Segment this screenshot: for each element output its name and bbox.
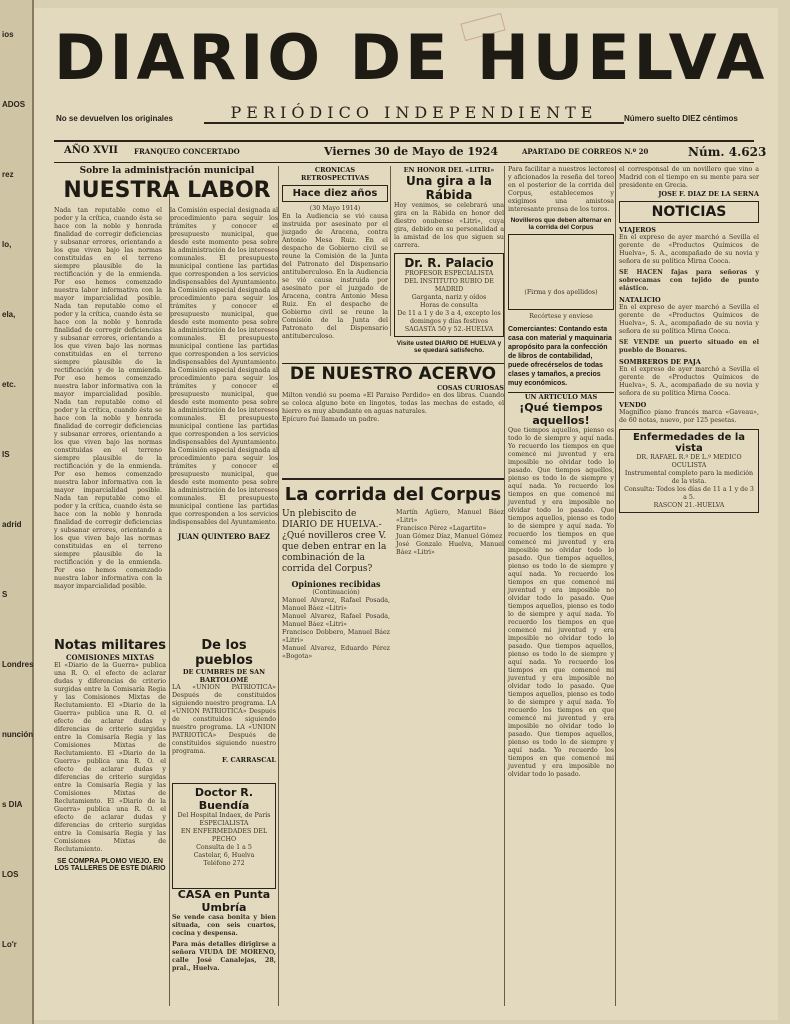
ad-line: Teléfono 272 [203,860,245,867]
section-body: Hoy venimos, se celebrará una gira en la Rábida en honor del diestro onubense «Litri», cuya gira, debido en su personalidad a la amistad de los que siguen su carrera. [394,202,504,249]
section-title: DE NUESTRO ACERVO [289,364,497,384]
spine-fragment: S [2,590,8,599]
de-los-pueblos [172,638,276,778]
ad-line: Del Hospital Indaex, de París [177,812,271,819]
novilleros: Novilleros que deben alternar en la corrida del Corpus [510,217,612,231]
vote-entry: Juan Gómez Díaz, Manuel Gómez [396,533,503,540]
spine-fragment: rez [2,170,14,179]
section-body [282,213,388,341]
ad-name: Doctor R. Buendía [194,786,254,812]
cuento-body-text-2: Que tiempos aquellos, pienso es todo lo de siempre y aquí nada. Yo recuerdo los tiempos en que comencé mi juventud y era imposible no olvidar todo lo pasado. [508,467,614,514]
article-headline: NUESTRA LABOR [63,178,271,203]
cuento-body-text-4: Que tiempos aquellos, pienso es todo lo de siempre y aquí nada. Yo recuerdo los tiempos en que comencé mi juventud y era imposible no olvidar todo lo pasado. [508,555,614,602]
vote-entry: José Gonzalo Huelva, Manuel Báez «Litri» [396,541,504,556]
ad-palacio [394,253,504,337]
ad-line: RASCON 21.-HUELVA [653,502,725,509]
note-precio: Número suelto DIEZ céntimos [624,114,738,123]
continuacion: (Continuación) [312,589,360,596]
vote-entry: Francisco Pérez «Lagartito» [396,525,487,532]
article-body-col2-text-4: la Comisión especial designada al procedimiento para seguir los trámites y conocer el presupuesto municipal, que desde este momento pesa sobre la administración de los intereses comunales. El presupuesto municipal contiene las partidas que corresponden a los servicios indispensables del Ayuntamiento. [170,447,278,526]
vote-entry: Martín Agüero, Manuel Báez «Litri» [396,509,504,524]
vote-entry: Manuel Alvarez, Rafael Posada, Manuel Báez «Litri» [282,613,390,628]
spine-fragment: s DIA [2,800,23,809]
ad-body: Se vende casa bonita y bien situada, con seis cuartos, cocina y despensa. [172,914,276,937]
ad-name: Dr. R. Palacio [404,256,494,270]
vote-entry: Manuel Alvarez, Rafael Posada, Manuel Báez «Litri» [282,597,390,612]
section-sub: DE CUMBRES DE SAN BARTOLOMÉ [182,668,266,684]
article-body-col2-text-3: la Comisión especial designada al procedimiento para seguir los trámites y conocer el presupuesto municipal, que desde este momento pesa sobre la administración de los intereses comunales. El presupuesto municipal contiene las partidas que corresponden a los servicios indispensables del Ayuntamiento. [170,367,278,446]
masthead-title: DIARIO DE HUELVA [54,21,769,94]
dateline [54,140,767,163]
section-box: Hace diez años [282,185,388,202]
article-signature: JUAN QUINTERO BAEZ [177,532,271,541]
de-nuestro-acervo [282,363,504,474]
vendo: VENDO [619,401,647,409]
section-title: La corrida del Corpus [284,484,502,505]
cuento-body-text-7: Que tiempos aquellos, pienso es todo lo de siempre y aquí nada. Yo recuerdo los tiempos en que comencé mi juventud y era imposible no olvidar todo lo pasado. [508,683,614,738]
se-hacen: SE HACEN fajas para señoras y sobrecamas con tejido de punto elástico. [619,269,759,292]
section-body: Milton vendió su poema «El Paraiso Perdido» en dos libras. Cuando se coloca alguno bote en lingotes, todas las mechas de estado, el hierro es muy abundante en aguas naturales. [282,392,504,415]
notas-militares [54,638,166,998]
right-column [619,166,759,996]
article-kicker: Sobre la administración municipal [79,166,255,176]
section-body-text-3: El «Diario de la Guerra» publica una R. O. el efecto de aclarar dudas y diferencias de criterio surgidas entre la Comisaría Regia y las Comisiones Mixtas de Reclutamiento. [54,750,166,805]
spine-fragment: nunción [2,730,34,739]
corrida-right [396,509,504,661]
comerciantes: Comerciantes: Contando esta casa con material y maquinaria apropósito para la confección de libros de contabilidad, puede ofrecérselos de todas clases y tamaños, a precios muy económicos. [508,326,612,387]
article-nuestra-labor [54,166,280,636]
masthead-subtitle: PERIÓDICO INDEPENDIENTE [204,104,624,124]
recorte: Recórtese y envíese [529,313,593,320]
issue-number: Núm. 4.623 [688,145,767,159]
plebiscito-lead: Un plebiscito de DIARIO DE HUELVA.-¿Qué novilleros cree V. que deben entrar en la combinación de la corrida del Corpus? [282,509,387,574]
opiniones: Opiniones recibidas [291,579,381,589]
corpus-side [508,166,614,996]
column-rule [390,166,391,336]
cuento-body-text-8: Que tiempos aquellos, pienso es todo lo de siempre y aquí nada. Yo recuerdo los tiempos en que comencé mi juventud y era imposible no olvidar todo lo pasado. [508,731,614,778]
spine-fragment: etc. [2,380,16,389]
ad-contact: Para más detalles dirigirse a señora VIUDA DE MORENO, calle José Canalejas, 28, pral., Huelva. [172,941,276,972]
issue-date: Viernes 30 de Mayo de 1924 [324,145,498,158]
article-body-col2-text: la Comisión especial designada al procedimiento para seguir los trámites y conocer el presupuesto municipal, que desde este momento pesa sobre la administración de los intereses comunales. El presupuesto municipal contiene las partidas que corresponden a los servicios indispensables del Ayuntamiento. [170,207,278,286]
natalicio: NATALICIO [619,296,661,304]
spine-fragment: ios [2,30,14,39]
sombreros: SOMBREROS DE PAJA [619,358,701,366]
section-title: Una gira a la Rábida [406,174,492,202]
corrida-left [282,509,390,661]
section-body [172,684,276,756]
right-body: el corresponsal de un novillero que vino a Madrid con el tiempo en su mente para ser presidente en Grecia. [619,166,759,189]
column-rule [615,166,616,1006]
apartado: APARTADO DE CORREOS N.º 20 [522,147,649,156]
section-body-text: LA «UNION PATRIOTICA» Después de constituidos siguiendo nuestro programa. [172,684,276,707]
ad-line: Garganta, nariz y oídos [411,294,487,301]
cuento-body-text-5: Que tiempos aquellos, pienso es todo lo de siempre y aquí nada. Yo recuerdo los tiempos en que comencé mi juventud y era imposible no olvidar todo lo pasado. [508,595,614,650]
plomo-ad: SE COMPRA PLOMO VIEJO. EN LOS TALLERES DE ESTE DIARIO [54,858,166,872]
section-body: Para facilitar a nuestros lectores y aficionados la reseña del toreo en el posterior de la corrida del Corpus, establecemos y exigimos una amistosa interesante prensa de los toros. [508,166,614,213]
section-body-text-2: El «Diario de la Guerra» publica una R. O. el efecto de aclarar dudas y diferencias de criterio surgidas entre la Comisaría Regia y las Comisiones Mixtas de Reclutamiento. [54,702,166,757]
front-page [34,8,778,1020]
article-body-text: Nada tan reputable como el poder y la crítica, cuando ésta se hace con la noble y honrada finalidad de corregir deficiencias y subsanar errores, orientando a los que viven bajo las normas constituidas en el terreno siempre plausible de la rectificación y de la enmienda. Por eso hemos comenzado nuestra labor informativa con la mayor imparcialidad posible. [54,207,162,302]
ad-line: Consulta de 1 a 5 [196,844,252,851]
section-title: De los pueblos [195,638,253,668]
ad-line: DR. RAFAEL R.º DE L.º MEDICO [636,454,742,461]
ad-line: Consulta: Todos los días de 11 a 1 y de 3 a 5. [624,486,754,501]
section-body [54,662,166,854]
ad-casa [172,888,276,998]
spine-fragment: LOS [2,870,19,879]
ad-line: De 11 a 1 y de 3 a 4, excepto los domingos y días festivos [397,310,501,325]
ballot-box[interactable] [508,234,614,310]
ad-title: Enfermedades de la vista [632,432,746,454]
spine-fragment: ADOS [2,100,26,109]
ad-line: SAGASTA 50 y 52.-HUELVA [404,326,494,333]
cuento-body-text-3: Que tiempos aquellos, pienso es todo lo de siempre y aquí nada. Yo recuerdo los tiempos en que comencé mi juventud y era imposible no olvidar todo lo pasado. [508,507,614,562]
article-body-col2-text-2: la Comisión especial designada al procedimiento para seguir los trámites y conocer el presupuesto municipal, que desde este momento pesa sobre la administración de los intereses comunales. El presupuesto municipal contiene las partidas que corresponden a los servicios indispensables del Ayuntamiento. [170,287,278,366]
ad-buendia [172,783,276,889]
spine-fragment: Lo'r [2,940,17,949]
spine-fragment: adrid [2,520,22,529]
ad-line: EN ENFERMEDADES DEL PECHO [180,828,268,843]
ad-line: PROFESOR ESPECIALISTA DEL INSTITUTO RUBIO DE MADRID [404,270,494,293]
note-originales: No se devuelven los originales [56,114,173,123]
section-body-text: El «Diario de la Guerra» publica una R. O. el efecto de aclarar dudas y diferencias de criterio surgidas entre la Comisaría Regia y las Comisiones Mixtas de Reclutamiento. [54,662,166,709]
cuento-body [508,427,614,779]
year: AÑO XVII [64,145,118,156]
cronicas-retrospectivas [282,166,388,356]
ad-line: Horas de consulta [420,302,478,309]
cuento-body-text-6: Que tiempos aquellos, pienso es todo lo de siempre y aquí nada. Yo recuerdo los tiempos en que comencé mi juventud y era imposible no olvidar todo lo pasado. [508,643,614,690]
article-body-text-2: Nada tan reputable como el poder y la crítica, cuando ésta se hace con la noble y honrada finalidad de corregir deficiencias y subsanar errores, orientando a los que viven bajo las normas constituidas en el terreno siempre plausible de la rectificación y de la enmienda. Por eso hemos comenzado nuestra labor informativa con la mayor imparcialidad posible. [54,303,162,398]
spine-fragment: Londres [2,660,34,669]
cuento-headline: ¡Qué tiempos aquellos! [519,401,603,427]
ad-line: OCULISTA [671,462,707,469]
franqueo: FRANQUEO CONCERTADO [134,147,240,156]
section-body-text-2: En la Audiencia se vió causa instruida por asesinato por el juzgado de Aracena, contra Antonio Mesa Ruiz. En el despacho de Gobierno civil se reune la Comisión de la Junta del Patronato del Dispensario antituberculoso. [282,269,388,340]
corrida-del-corpus [282,478,504,1000]
se-vende: SE VENDE un puerto situado en el pueblo de Bonares. [619,339,759,354]
section-body-text-3: LA «UNION PATRIOTICA» Después de constituidos siguiendo nuestro programa. [172,724,276,755]
section-kicker: EN HONOR DEL «LITRI» [403,166,495,174]
noticias-title: NOTICIAS [619,201,759,223]
viajeros: VIAJEROS [619,226,656,234]
sombreros-body: En el expreso de ayer marchó a Sevilla el gerente de «Productos Químicos de Huelva», S. A., acompañado de su novia y señora de su política Mirna Cooca. [619,366,759,397]
ad-line: Castelar, 6, Huelva [193,852,255,859]
gira-rabida [394,166,504,356]
ad-line: ESPECIALISTA [199,820,249,827]
section-title: Notas militares [54,638,166,653]
spine-fragment: lo, [2,240,12,249]
section-footer: Epícuro fué llamado un padre. [282,416,380,423]
ad-title: CASA en Punta Umbría [177,888,271,914]
section-body-text-2: LA «UNION PATRIOTICA» Después de constituidos siguiendo nuestro programa. [172,700,276,731]
article-body [54,207,162,591]
section-body-text: En la Audiencia se vió causa instruida por asesinato por el juzgado de Aracena, contra Antonio Mesa Ruiz. En el despacho de Gobierno civil se reune la Comisión de la Junta del Patronato del Dispensario antituberculoso. [282,213,388,276]
article-body-text-4: Nada tan reputable como el poder y la crítica, cuando ésta se hace con la noble y honrada finalidad de corregir deficiencias y subsanar errores, orientando a los que viven bajo las normas constituidas en el terreno siempre plausible de la rectificación y de la enmienda. Por eso hemos comenzado nuestra labor informativa con la mayor imparcialidad posible. [54,495,162,590]
visit-note: Visite usted DIARIO DE HUELVA y se quedará satisfecho. [396,340,502,354]
firma: (Firma y dos apellidos) [524,289,598,296]
vendo-body: Magnífico piano francés marca «Gaveau», de 60 notas, nuevo, por 125 pesetas. [619,409,759,424]
column-rule [504,166,505,1006]
ad-oculista [619,429,759,513]
spine-fragment: IS [2,450,10,459]
vote-entry: Francisco Dobbero, Manuel Báez «Litri» [282,629,390,644]
section-body-text-4: El «Diario de la Guerra» publica una R. O. el efecto de aclarar dudas y diferencias de criterio surgidas entre la Comisaría Regia y las Comisiones Mixtas de Reclutamiento. [54,798,166,853]
right-signature: JOSE F. DIAZ DE LA SERNA [658,190,759,198]
section-sub: COMISIONES MIXTAS [65,653,155,662]
section-kicker: CRONICAS RETROSPECTIVAS [300,166,370,182]
section-dateline: (30 Mayo 1914) [309,205,361,212]
cuento-body-text: Que tiempos aquellos, pienso es todo lo de siempre y aquí nada. Yo recuerdo los tiempos en que comencé mi juventud y era imposible no olvidar todo lo pasado. [508,427,614,474]
viajeros-body: En el expreso de ayer marchó a Sevilla el gerente de «Productos Químicos de Huelva», S. A., acompañado de su novia y señora de su política Mirna Cooca. [619,234,759,265]
signature: F. CARRASCAL [221,756,276,764]
viajeros-body-2: En el expreso de ayer marchó a Sevilla el gerente de «Productos Químicos de Huelva», S. A., acompañado de su novia y señora de su política Mirna Cooca. [619,304,759,335]
spine-fragment: ela, [2,310,16,319]
adjacent-page-spine [0,0,34,1024]
vote-entry: Manuel Alvarez, Eduardo Pérez «Bogota» [282,645,390,660]
ad-line: Instrumental completo para la medición de la vista. [624,470,754,485]
cuento-kicker: UN ARTICULO MAS [508,392,614,401]
article-body-col2 [170,207,278,591]
article-body-text-3: Nada tan reputable como el poder y la crítica, cuando ésta se hace con la noble y honrada finalidad de corregir deficiencias y subsanar errores, orientando a los que viven bajo las normas constituidas en el terreno siempre plausible de la rectificación y de la enmienda. Por eso hemos comenzado nuestra labor informativa con la mayor imparcialidad posible. [54,399,162,494]
section-sub: COSAS CURIOSAS [437,384,504,392]
